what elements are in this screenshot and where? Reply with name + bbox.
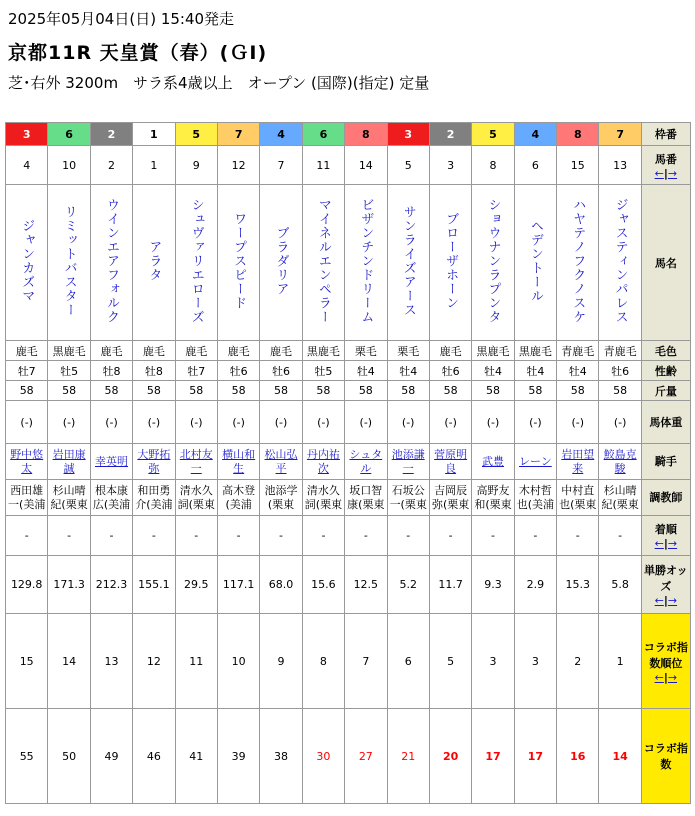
label-sex_age	[641, 361, 690, 381]
sex-age-cell: 牡4	[472, 361, 514, 381]
label-text-odds: 単勝オッズ	[644, 564, 688, 593]
label-collab_rank	[641, 614, 690, 709]
jockey-name[interactable]: レーン	[518, 454, 552, 468]
horse-name-link[interactable]: ジャスティンパレス	[612, 198, 628, 324]
body-weight-cell: (-)	[217, 401, 259, 444]
body-weight-cell: (-)	[90, 401, 132, 444]
waku-cell: 8	[557, 123, 599, 146]
umaban-cell: 14	[345, 146, 387, 185]
body-weight-cell: (-)	[472, 401, 514, 444]
collab-index-cell: 16	[557, 709, 599, 804]
rank-cell: -	[472, 516, 514, 556]
row-collab_rank	[6, 614, 691, 709]
horse-name[interactable]	[472, 185, 514, 341]
jockey-link[interactable]	[90, 444, 132, 480]
label-text-rank: 着順	[654, 523, 677, 536]
body-weight-cell: (-)	[302, 401, 344, 444]
jockey-link[interactable]	[133, 444, 175, 480]
jockey-name[interactable]: 野中悠太	[10, 447, 44, 475]
rank-cell: -	[599, 516, 641, 556]
odds-sort-right[interactable]: →	[667, 594, 678, 607]
collab-rank-cell: 1	[599, 614, 641, 709]
weight-cell: 58	[260, 381, 302, 401]
waku-cell: 2	[90, 123, 132, 146]
coat-cell: 鹿毛	[260, 341, 302, 361]
coat-cell: 黒鹿毛	[472, 341, 514, 361]
collab-index-cell: 39	[217, 709, 259, 804]
coat-cell: 青鹿毛	[599, 341, 641, 361]
label-text-coat: 毛色	[654, 344, 677, 358]
label-text-sex_age: 性齢	[654, 364, 677, 378]
trainer-cell: 西田雄一(美浦	[6, 480, 48, 516]
sex-age-cell: 牡5	[48, 361, 90, 381]
horse-name[interactable]	[6, 185, 48, 341]
rank-cell: -	[133, 516, 175, 556]
horse-name[interactable]	[90, 185, 132, 341]
label-odds	[641, 556, 690, 614]
label-coat	[641, 341, 690, 361]
body-weight-cell: (-)	[175, 401, 217, 444]
horse-name-link[interactable]: ウインエアフォルク	[103, 198, 119, 324]
rank-sort-sep: |	[663, 537, 668, 550]
collab-rank-cell: 11	[175, 614, 217, 709]
coat-cell: 鹿毛	[6, 341, 48, 361]
waku-cell: 3	[387, 123, 429, 146]
umaban-cell: 5	[387, 146, 429, 185]
sex-age-cell: 牡5	[302, 361, 344, 381]
jockey-name[interactable]: 幸英明	[94, 454, 128, 468]
collab-rank-cell: 13	[90, 614, 132, 709]
body-weight-cell: (-)	[387, 401, 429, 444]
weight-cell: 58	[429, 381, 471, 401]
rank-cell: -	[48, 516, 90, 556]
jockey-link[interactable]	[217, 444, 259, 480]
sex-age-cell: 牡4	[514, 361, 556, 381]
jockey-link[interactable]	[514, 444, 556, 480]
sex-age-cell: 牡6	[217, 361, 259, 381]
jockey-link[interactable]	[302, 444, 344, 480]
sex-age-cell: 牡6	[260, 361, 302, 381]
horse-name-link[interactable]: ジャンカズマ	[19, 219, 35, 303]
horse-name[interactable]	[175, 185, 217, 341]
collab-index-cell: 55	[6, 709, 48, 804]
rank-cell: -	[6, 516, 48, 556]
trainer-cell: 高木登(美浦	[217, 480, 259, 516]
label-name	[641, 185, 690, 341]
coat-cell: 鹿毛	[90, 341, 132, 361]
jockey-link[interactable]	[175, 444, 217, 480]
jockey-name[interactable]: 横山和生	[222, 447, 256, 475]
horse-name-link[interactable]: アラタ	[146, 240, 162, 282]
jockey-name[interactable]: 松山弘平	[264, 447, 298, 475]
collab-rank-cell: 6	[387, 614, 429, 709]
sex-age-cell: 牡4	[387, 361, 429, 381]
rank-cell: -	[260, 516, 302, 556]
label-trainer	[641, 480, 690, 516]
collab-index-cell: 38	[260, 709, 302, 804]
odds-cell: 129.8	[6, 556, 48, 614]
waku-cell: 4	[260, 123, 302, 146]
umaban-cell: 12	[217, 146, 259, 185]
collab-index-cell: 21	[387, 709, 429, 804]
label-text-weight: 斤量	[654, 384, 677, 398]
horse-name[interactable]	[599, 185, 641, 341]
collab-rank-cell: 2	[557, 614, 599, 709]
collab-index-cell: 49	[90, 709, 132, 804]
trainer-cell: 清水久詞(栗東	[175, 480, 217, 516]
odds-cell: 68.0	[260, 556, 302, 614]
collab_rank-sort-arrows	[642, 671, 690, 684]
coat-cell: 鹿毛	[217, 341, 259, 361]
row-collab_index	[6, 709, 691, 804]
horse-name-link[interactable]: ブラダリア	[273, 226, 289, 296]
coat-cell: 青鹿毛	[557, 341, 599, 361]
rank-cell: -	[345, 516, 387, 556]
weight-cell: 58	[472, 381, 514, 401]
umaban-cell: 8	[472, 146, 514, 185]
collab-index-cell: 20	[429, 709, 471, 804]
umaban-cell: 4	[6, 146, 48, 185]
body-weight-cell: (-)	[599, 401, 641, 444]
umaban-cell: 13	[599, 146, 641, 185]
collab-rank-cell: 7	[345, 614, 387, 709]
jockey-name[interactable]: 武豊	[481, 454, 504, 468]
horse-name-link[interactable]: ビザンチンドリーム	[358, 198, 374, 324]
trainer-cell: 中村直也(栗東	[557, 480, 599, 516]
waku-cell: 5	[175, 123, 217, 146]
umaban-cell: 7	[260, 146, 302, 185]
label-collab_index	[641, 709, 690, 804]
rank-cell: -	[387, 516, 429, 556]
rank-cell: -	[514, 516, 556, 556]
jockey-link[interactable]	[260, 444, 302, 480]
umaban-sort-left[interactable]: ←	[654, 166, 664, 180]
jockey-link[interactable]	[48, 444, 90, 480]
umaban-cell: 15	[557, 146, 599, 185]
horse-name[interactable]	[557, 185, 599, 341]
trainer-cell: 高野友和(栗東	[472, 480, 514, 516]
sex-age-cell: 牡7	[175, 361, 217, 381]
horse-name-link[interactable]: マイネルエンペラー	[315, 198, 331, 324]
collab-index-cell: 17	[514, 709, 556, 804]
collab-index-cell: 46	[133, 709, 175, 804]
jockey-name[interactable]: シュタル	[349, 447, 383, 475]
coat-cell: 黒鹿毛	[302, 341, 344, 361]
odds-cell: 11.7	[429, 556, 471, 614]
row-weight	[6, 381, 691, 401]
row-rank	[6, 516, 691, 556]
rank-cell: -	[175, 516, 217, 556]
body-weight-cell: (-)	[260, 401, 302, 444]
collab-index-cell: 50	[48, 709, 90, 804]
waku-cell: 6	[48, 123, 90, 146]
label-text-waku: 枠番	[654, 128, 677, 141]
weight-cell: 58	[302, 381, 344, 401]
horse-name-link[interactable]: ハヤテノフクノスケ	[570, 198, 586, 324]
body-weight-cell: (-)	[345, 401, 387, 444]
odds-sort-arrows	[642, 594, 690, 607]
race-card-table	[5, 122, 691, 804]
row-jockey	[6, 444, 691, 480]
weight-cell: 58	[387, 381, 429, 401]
trainer-cell: 木村哲也(美浦	[514, 480, 556, 516]
rank-cell: -	[557, 516, 599, 556]
label-text-body_weight: 馬体重	[649, 416, 683, 429]
collab-rank-cell: 12	[133, 614, 175, 709]
waku-cell: 7	[599, 123, 641, 146]
collab-rank-cell: 8	[302, 614, 344, 709]
collab-index-cell: 14	[599, 709, 641, 804]
weight-cell: 58	[217, 381, 259, 401]
collab-index-cell: 27	[345, 709, 387, 804]
collab_rank-sort-right[interactable]: →	[667, 670, 678, 684]
race-datetime: 2025年05月04日(日) 15:40発走	[8, 10, 235, 28]
race-title: 京都11R 天皇賞（春）(ＧⅠ)	[8, 42, 268, 64]
row-coat	[6, 341, 691, 361]
jockey-link[interactable]	[387, 444, 429, 480]
odds-sort-sep: |	[663, 594, 668, 607]
row-umaban	[6, 146, 691, 185]
label-text-trainer: 調教師	[649, 490, 683, 504]
label-body_weight	[641, 401, 690, 444]
label-waku	[641, 123, 690, 146]
jockey-link[interactable]	[557, 444, 599, 480]
weight-cell: 58	[514, 381, 556, 401]
horse-name-link[interactable]: シュヴァリエローズ	[188, 198, 204, 324]
rank-sort-right[interactable]: →	[667, 537, 678, 550]
umaban-sort-sep: |	[663, 166, 668, 180]
weight-cell: 58	[133, 381, 175, 401]
label-text-collab_rank: コラボ指数順位	[643, 640, 688, 670]
jockey-name[interactable]: 鮫島克駿	[603, 447, 637, 475]
jockey-link[interactable]	[472, 444, 514, 480]
sex-age-cell: 牡6	[599, 361, 641, 381]
collab-index-cell: 17	[472, 709, 514, 804]
horse-name[interactable]	[387, 185, 429, 341]
race-conditions: 芝･右外 3200m サラ系4歳以上 オープン (国際)(指定) 定量	[8, 74, 430, 92]
collab-rank-cell: 5	[429, 614, 471, 709]
trainer-cell: 石坂公一(栗東	[387, 480, 429, 516]
weight-cell: 58	[90, 381, 132, 401]
horse-name-link[interactable]: ショウナンラプンタ	[485, 198, 501, 324]
trainer-cell: 坂口智康(栗東	[345, 480, 387, 516]
horse-name-link[interactable]: ブローザホーン	[443, 212, 459, 310]
row-name	[6, 185, 691, 341]
sex-age-cell: 牡6	[429, 361, 471, 381]
body-weight-cell: (-)	[6, 401, 48, 444]
row-body_weight	[6, 401, 691, 444]
rank-sort-arrows	[642, 537, 690, 550]
trainer-cell: 杉山晴紀(栗東	[48, 480, 90, 516]
body-weight-cell: (-)	[429, 401, 471, 444]
trainer-cell: 根本康広(美浦	[90, 480, 132, 516]
jockey-name[interactable]: 菅原明良	[434, 447, 468, 475]
row-sex_age	[6, 361, 691, 381]
jockey-name[interactable]: 北村友一	[179, 447, 213, 475]
umaban-cell: 3	[429, 146, 471, 185]
waku-cell: 3	[6, 123, 48, 146]
sex-age-cell: 牡8	[133, 361, 175, 381]
row-odds	[6, 556, 691, 614]
odds-cell: 9.3	[472, 556, 514, 614]
sex-age-cell: 牡7	[6, 361, 48, 381]
collab-index-cell: 41	[175, 709, 217, 804]
coat-cell: 栗毛	[345, 341, 387, 361]
odds-cell: 15.6	[302, 556, 344, 614]
label-umaban	[641, 146, 690, 185]
waku-cell: 2	[429, 123, 471, 146]
row-trainer	[6, 480, 691, 516]
odds-cell: 155.1	[133, 556, 175, 614]
rank-sort-left[interactable]: ←	[654, 537, 664, 550]
odds-cell: 2.9	[514, 556, 556, 614]
coat-cell: 鹿毛	[133, 341, 175, 361]
waku-cell: 6	[302, 123, 344, 146]
jockey-link[interactable]	[345, 444, 387, 480]
label-jockey	[641, 444, 690, 480]
jockey-link[interactable]	[6, 444, 48, 480]
horse-name[interactable]	[429, 185, 471, 341]
body-weight-cell: (-)	[514, 401, 556, 444]
rank-cell: -	[429, 516, 471, 556]
odds-cell: 5.2	[387, 556, 429, 614]
sex-age-cell: 牡4	[557, 361, 599, 381]
umaban-cell: 11	[302, 146, 344, 185]
jockey-link[interactable]	[429, 444, 471, 480]
coat-cell: 鹿毛	[175, 341, 217, 361]
coat-cell: 栗毛	[387, 341, 429, 361]
weight-cell: 58	[48, 381, 90, 401]
coat-cell: 黒鹿毛	[514, 341, 556, 361]
label-weight	[641, 381, 690, 401]
label-rank	[641, 516, 690, 556]
collab-rank-cell: 3	[472, 614, 514, 709]
collab-rank-cell: 10	[217, 614, 259, 709]
body-weight-cell: (-)	[557, 401, 599, 444]
collab-index-cell: 30	[302, 709, 344, 804]
label-text-name: 馬名	[654, 256, 677, 270]
odds-cell: 5.8	[599, 556, 641, 614]
horse-name[interactable]	[133, 185, 175, 341]
sex-age-cell: 牡4	[345, 361, 387, 381]
rank-cell: -	[302, 516, 344, 556]
collab_rank-sort-left[interactable]: ←	[654, 670, 664, 684]
umaban-cell: 6	[514, 146, 556, 185]
coat-cell: 黒鹿毛	[48, 341, 90, 361]
odds-cell: 212.3	[90, 556, 132, 614]
jockey-link[interactable]	[599, 444, 641, 480]
body-weight-cell: (-)	[133, 401, 175, 444]
odds-cell: 12.5	[345, 556, 387, 614]
trainer-cell: 吉岡辰弥(栗東	[429, 480, 471, 516]
horse-name-link[interactable]: リミットバスター	[61, 205, 77, 317]
horse-name[interactable]	[345, 185, 387, 341]
jockey-name[interactable]: 丹内祐次	[306, 447, 340, 475]
odds-cell: 171.3	[48, 556, 90, 614]
trainer-cell: 清水久詞(栗東	[302, 480, 344, 516]
umaban-cell: 9	[175, 146, 217, 185]
horse-name[interactable]	[514, 185, 556, 341]
jockey-name[interactable]: 岩田康誠	[52, 447, 86, 475]
trainer-cell: 池添学(栗東	[260, 480, 302, 516]
body-weight-cell: (-)	[48, 401, 90, 444]
jockey-name[interactable]: 岩田望来	[561, 447, 595, 475]
waku-cell: 8	[345, 123, 387, 146]
jockey-name[interactable]: 池添謙一	[391, 447, 425, 475]
trainer-cell: 和田勇介(美浦	[133, 480, 175, 516]
trainer-cell: 杉山晴紀(栗東	[599, 480, 641, 516]
coat-cell: 鹿毛	[429, 341, 471, 361]
waku-cell: 1	[133, 123, 175, 146]
waku-cell: 4	[514, 123, 556, 146]
weight-cell: 58	[599, 381, 641, 401]
waku-cell: 7	[217, 123, 259, 146]
horse-name-link[interactable]: ヘデントール	[527, 219, 543, 303]
collab_rank-sort-sep: |	[663, 670, 668, 684]
horse-name[interactable]	[260, 185, 302, 341]
sex-age-cell: 牡8	[90, 361, 132, 381]
collab-rank-cell: 15	[6, 614, 48, 709]
jockey-name[interactable]: 大野拓弥	[137, 447, 171, 475]
odds-cell: 117.1	[217, 556, 259, 614]
weight-cell: 58	[345, 381, 387, 401]
label-text-jockey: 騎手	[654, 454, 677, 468]
odds-sort-left[interactable]: ←	[654, 594, 664, 607]
waku-cell: 5	[472, 123, 514, 146]
odds-cell: 29.5	[175, 556, 217, 614]
label-text-umaban: 馬番	[654, 152, 677, 166]
rank-cell: -	[90, 516, 132, 556]
umaban-cell: 10	[48, 146, 90, 185]
weight-cell: 58	[557, 381, 599, 401]
odds-cell: 15.3	[557, 556, 599, 614]
horse-name[interactable]	[48, 185, 90, 341]
weight-cell: 58	[6, 381, 48, 401]
rank-cell: -	[217, 516, 259, 556]
collab-rank-cell: 14	[48, 614, 90, 709]
horse-name-link[interactable]: サンライズアース	[400, 205, 416, 317]
row-waku	[6, 123, 691, 146]
collab-rank-cell: 3	[514, 614, 556, 709]
umaban-sort-right[interactable]: →	[667, 166, 678, 180]
horse-name[interactable]	[302, 185, 344, 341]
umaban-cell: 1	[133, 146, 175, 185]
weight-cell: 58	[175, 381, 217, 401]
horse-name-link[interactable]: ワープスピード	[231, 212, 247, 310]
umaban-sort-arrows	[642, 167, 690, 180]
horse-name[interactable]	[217, 185, 259, 341]
umaban-cell: 2	[90, 146, 132, 185]
label-text-collab_index: コラボ指数	[643, 742, 688, 771]
collab-rank-cell: 9	[260, 614, 302, 709]
